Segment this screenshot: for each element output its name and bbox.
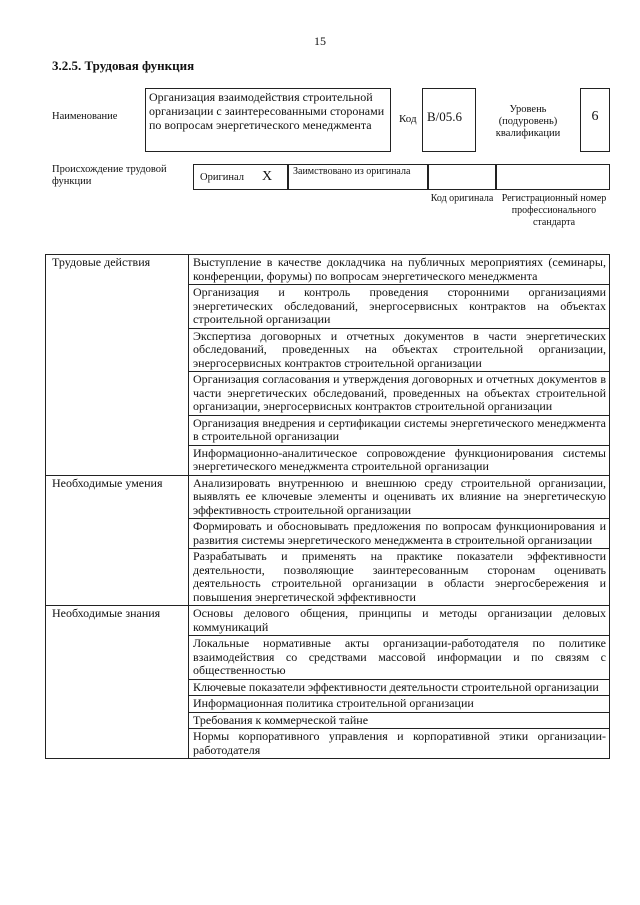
origin-label: Происхождение трудовой функции [52, 164, 167, 187]
original-cell [193, 164, 288, 190]
table-row [46, 255, 610, 285]
name-label: Наименование [52, 111, 118, 122]
borrowed-cell: Заимствовано из оригинала [288, 164, 428, 190]
list-item: Экспертиза договорных и отчетных документов в части энергетических обследований, проведенных на объектах строительной организации, энергосервисных контрактов строительной организации [189, 328, 610, 372]
original-label: Оригинал [200, 172, 244, 183]
page-number: 15 [314, 34, 326, 48]
list-item: Локальные нормативные акты организации-работодателя по политике взаимодействия со средствами массовой информации и по связям с общественностью [189, 636, 610, 680]
list-item: Организация и контроль проведения сторонними организациями энергетических обследований, энергосервисных контрактов на объектах строительной организации [189, 285, 610, 329]
list-item: Разрабатывать и применять на практике показатели эффективности деятельности, позволяющие заинтересованным сторонам оценивать деятельность строительной организации в области энергосбережения и повышения энергетической эффективности [189, 549, 610, 606]
section-title: 3.2.5. Трудовая функция [52, 58, 195, 73]
list-item: Ключевые показатели эффективности деятельности строительной организации [189, 679, 610, 696]
list-item: Организация внедрения и сертификации системы энергетического менеджмента в строительной организации [189, 415, 610, 445]
list-item: Организация согласования и утверждения договорных и отчетных документов в части энергетических обследований, проведенных на объектах строительной организации, энергосервисных контрактов строительной организации [189, 372, 610, 416]
list-item: Информационно-аналитическое сопровождение функционирования системы энергетического менеджмента строительной организации [189, 445, 610, 475]
list-item: Анализировать внутреннюю и внешнюю среду строительной организации, выявлять ее ключевые элементы и оценивать их влияние на энергетическую эффективность строительной организации [189, 475, 610, 519]
list-item: Основы делового общения, принципы и методы организации деловых коммуникаций [189, 606, 610, 636]
list-item: Выступление в качестве докладчика на публичных мероприятиях (семинары, конференции, форумы) по вопросам энергетического менеджмента [189, 255, 610, 285]
code-label: Код [399, 113, 417, 125]
reg-number-label: Регистрационный номер профессионального стандарта [501, 193, 607, 228]
list-item: Нормы корпоративного управления и корпоративной этики организации-работодателя [189, 729, 610, 759]
original-mark: X [262, 169, 273, 184]
required-skills-heading: Необходимые умения [46, 475, 189, 606]
qualification-level-box: 6 [580, 88, 610, 152]
list-item: Требования к коммерческой тайне [189, 712, 610, 729]
table-row [46, 606, 610, 636]
qualification-level-label: Уровень (подуровень) квалификации [495, 104, 561, 139]
list-item: Информационная политика строительной организации [189, 696, 610, 713]
list-item: Формировать и обосновывать предложения по вопросам функционирования и развития системы энергетического менеджмента в строительной организации [189, 519, 610, 549]
required-knowledge-heading: Необходимые знания [46, 606, 189, 759]
function-table [45, 254, 610, 759]
labor-actions-heading: Трудовые действия [46, 255, 189, 476]
table-row [46, 475, 610, 519]
function-name-box: Организация взаимодействия строительной организации с заинтересованными сторонами по вопросам энергетического менеджмента [145, 88, 391, 152]
code-original-label: Код оригинала [430, 193, 494, 204]
function-code-box: B/05.6 [422, 88, 476, 152]
reg-number-cell [496, 164, 610, 190]
origin-row [193, 164, 610, 190]
code-original-cell [428, 164, 496, 190]
